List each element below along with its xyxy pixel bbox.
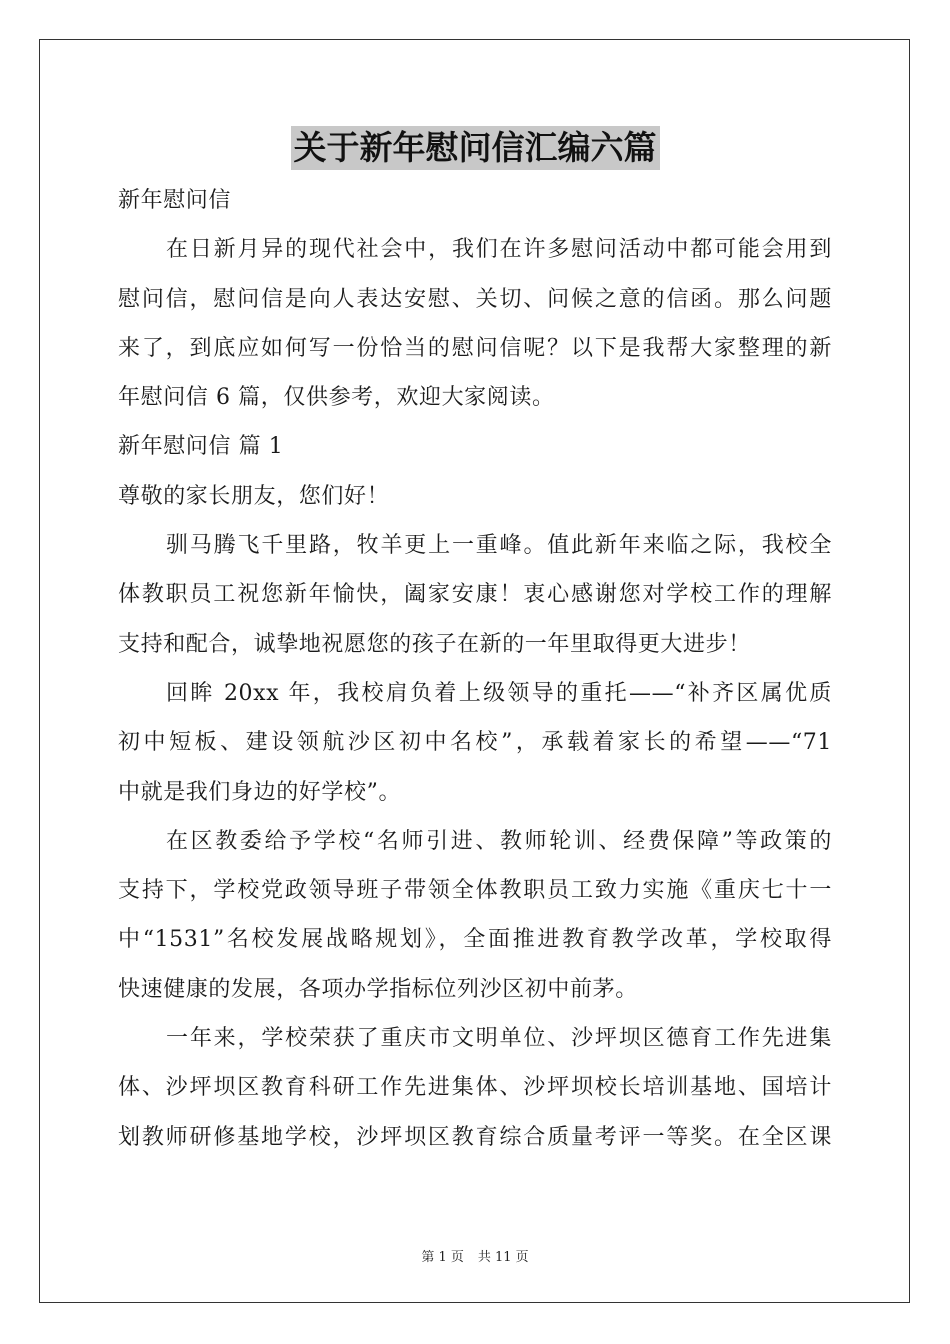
document-title: 关于新年慰问信汇编六篇 [291,126,660,170]
text-line: 中“1531”名校发展战略规划》，全面推进教育教学改革，学校取得 [118,927,832,953]
text-line: 新年慰问信 篇 1 [118,434,284,460]
text-line: 初中短板、建设领航沙区初中名校”，承载着家长的希望——“71 [118,730,832,756]
page-total: 共 11 页 [477,1250,529,1265]
text-line: 支持下，学校党政领导班子带领全体教职员工致力实施《重庆七十一 [118,878,832,904]
text-line: 中就是我们身边的好学校”。 [118,779,402,805]
text-line: 一年来，学校荣获了重庆市文明单位、沙坪坝区德育工作先进集 [166,1026,832,1052]
page-number: 第 1 页 [421,1250,464,1265]
text-line: 新年慰问信 [118,188,232,213]
text-line: 驯马腾飞千里路，牧羊更上一重峰。值此新年来临之际，我校全 [166,533,832,559]
text-line: 来了，到底应如何写一份恰当的慰问信呢？以下是我帮大家整理的新 [118,335,832,361]
text-line: 体、沙坪坝区教育科研工作先进集体、沙坪坝校长培训基地、国培计 [118,1075,832,1101]
text-line: 年慰问信 6 篇，仅供参考，欢迎大家阅读。 [118,385,555,411]
text-line: 支持和配合，诚挚地祝愿您的孩子在新的一年里取得更大进步！ [118,631,751,657]
text-line: 划教师研修基地学校，沙坪坝区教育综合质量考评一等奖。在全区课 [118,1124,832,1150]
title-container [0,126,950,170]
text-line: 慰问信，慰问信是向人表达安慰、关切、问候之意的信函。那么问题 [118,286,832,312]
text-line: 在日新月异的现代社会中，我们在许多慰问活动中都可能会用到 [166,237,832,263]
text-line: 尊敬的家长朋友，您们好！ [118,483,390,509]
document-body [118,176,832,1162]
page-footer [0,1246,950,1265]
text-line: 回眸 20xx 年，我校肩负着上级领导的重托——“补齐区属优质 [166,680,832,706]
text-line: 快速健康的发展，各项办学指标位列沙区初中前茅。 [118,976,638,1002]
text-line: 在区教委给予学校“名师引进、教师轮训、经费保障”等政策的 [166,828,832,854]
text-line: 体教职员工祝您新年愉快，阖家安康！衷心感谢您对学校工作的理解 [118,582,832,608]
